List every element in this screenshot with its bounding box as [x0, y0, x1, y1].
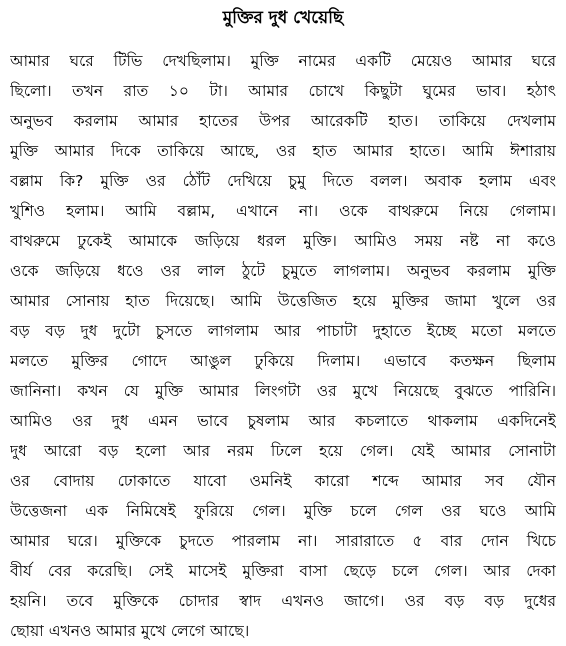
text-line: আমিও ওর দুধ এমন ভাবে চুষলাম আর কচলাতে থাকলাম একদিনেই [10, 412, 556, 430]
text-line: ছিলো। তখন রাত ১০ টা। আমার চোখে কিছুটা ঘুমের ভাব। হঠাৎ [10, 82, 556, 100]
text-line: বড় বড় দুধ দুটো চুসতে লাগলাম আর পাচাটা দুহাতে ইচ্ছে মতো মলতে [10, 322, 556, 340]
text-line: মুক্তি আমার দিকে তাকিয়ে আছে, ওর হাত আমার হাতে। আমি ঈশারায় [10, 142, 556, 160]
text-line: আমার সোনায় হাত দিয়েছে। আমি উত্তেজিত হয়ে মুক্তির জামা খুলে ওর [10, 292, 556, 310]
text-line: খুশিও হলাম। আমি বল্লাম, এখানে না। ওকে বাথরুমে নিয়ে গেলাম। [10, 202, 556, 220]
text-line: মলতে মুক্তির গোদে আঙুল ঢুকিয়ে দিলাম। এভাবে কতক্ষন ছিলাম [10, 352, 556, 370]
text-line: অনুভব করলাম আমার হাতের উপর আরেকটি হাত। তাকিয়ে দেখলাম [10, 112, 556, 130]
text-line: উত্তেজনা এক নিমিষেই ফুরিয়ে গেল। মুক্তি চলে গেল ওর ঘওে আমি [10, 502, 556, 520]
text-line: আমার ঘরে। মুক্তিকে চুদতে পারলাম না। সারারাতে ৫ বার দোন খিচে [10, 532, 556, 550]
text-line: দুধ আরো বড় হলো আর নরম ঢিলে হয়ে গেল। যেই আমার সোনাটা [10, 442, 556, 460]
text-line: ওকে জড়িয়ে ধওে ওর লাল ঠুটে চুমুতে লাগলাম। অনুভব করলাম মুক্তি [10, 262, 556, 280]
text-line: বাথরুমে ঢুকেই আমাকে জড়িয়ে ধরল মুক্তি। আমিও সময় নষ্ট না কওে [10, 232, 556, 250]
text-line: ওর বোদায় ঢোকাতে যাবো ওমনিই কারো শব্দে আমার সব যৌন [10, 472, 556, 490]
text-line: হয়নি। তবে মুক্তিকে চোদার স্বাদ এখনও জাগে। ওর বড় বড় দুধের [10, 592, 556, 610]
text-line: আমার ঘরে টিভি দেখছিলাম। মুক্তি নামের একটি মেয়েও আমার ঘরে [10, 52, 556, 70]
text-line: বল্লাম কি? মুক্তি ওর ঠোঁট দেখিয়ে চুমু দিতে বলল। অবাক হলাম এবং [10, 172, 556, 190]
document-body [10, 46, 556, 646]
text-line: জানিনা। কখন যে মুক্তি আমার লিংগটা ওর মুখে নিয়েছে বুঝতে পারিনি। [10, 382, 556, 400]
text-line: ছোয়া এখনও আমার মুখে লেগে আছে। [10, 622, 250, 640]
document-title: মুক্তির দুধ খেয়েছি [222, 8, 344, 28]
text-line: বীর্য বের করেছি। সেই মাসেই মুক্তিরা বাসা ছেড়ে চলে গেল। আর দেকা [10, 562, 556, 580]
